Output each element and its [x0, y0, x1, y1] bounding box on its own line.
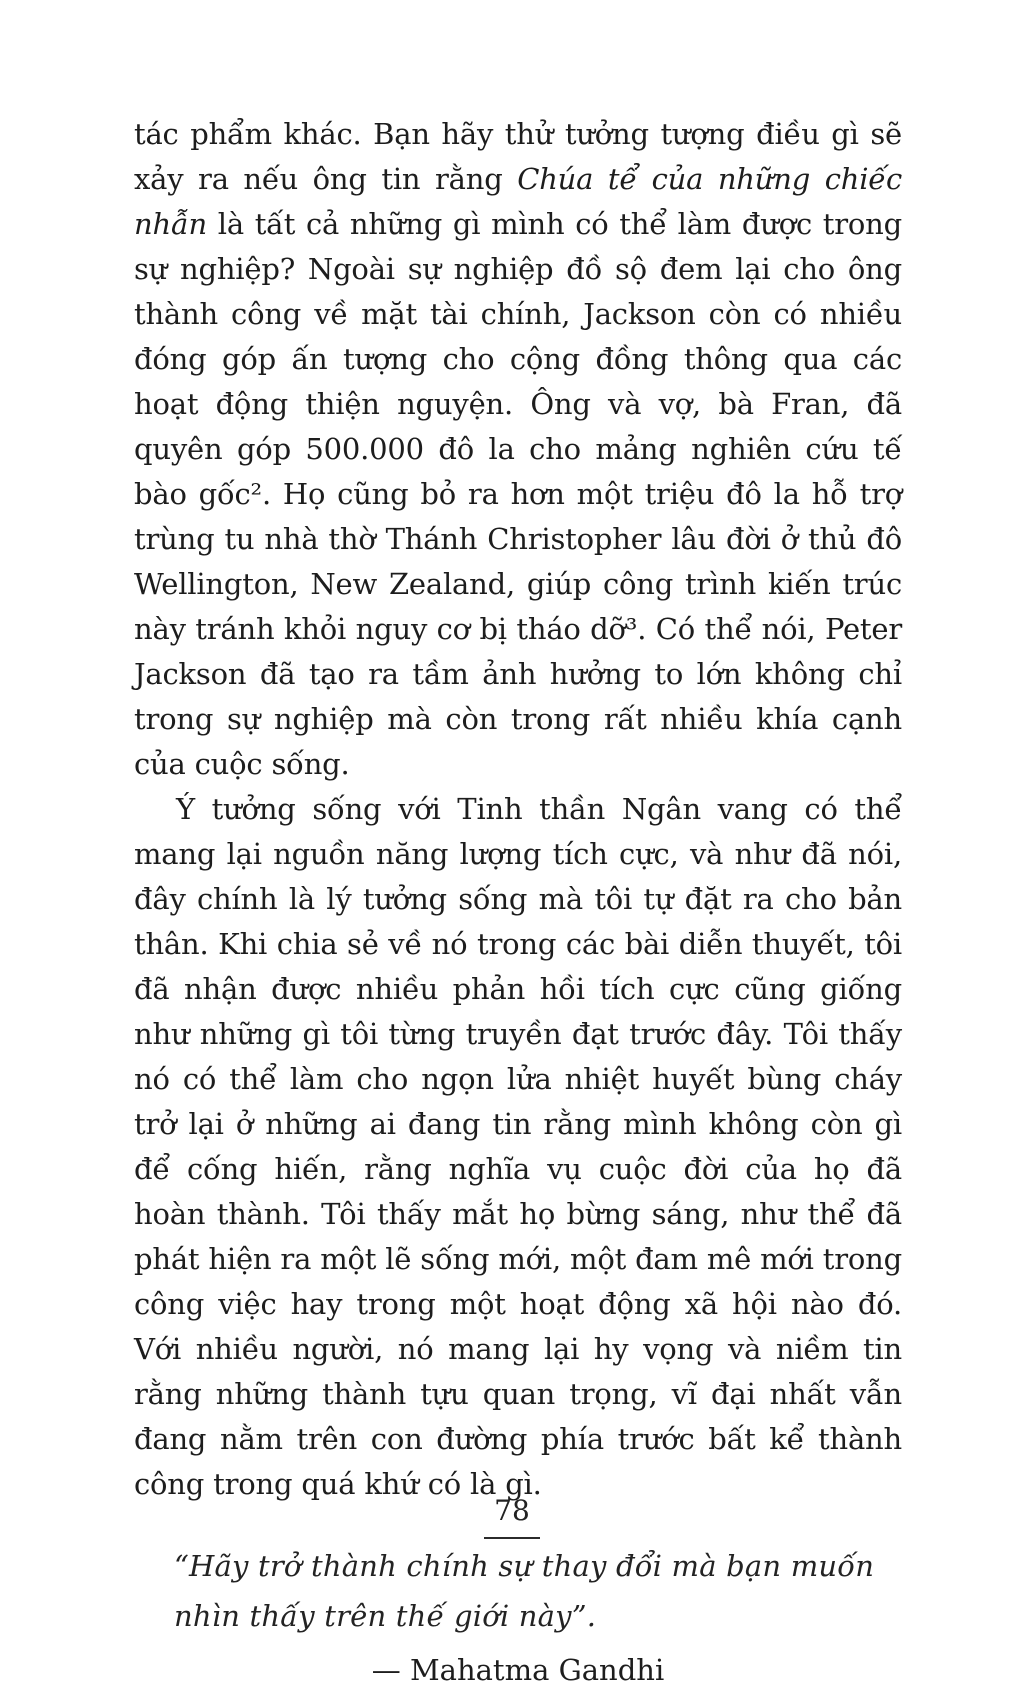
paragraph-2: Ý tưởng sống với Tinh thần Ngân vang có thể mang lại nguồn năng lượng tích cực, và như đã nói, đây chính là lý tưởng sống mà tôi tự đặt ra cho bản thân. Khi chia sẻ về nó trong các bài diễn thuyết, tôi đã nhận được nhiều phản hồi tích cực cũng giống như những gì tôi từng truyền đạt trước đây. Tôi thấy nó có thể làm cho ngọn lửa nhiệt huyết bùng cháy trở lại ở những ai đang tin rằng mình không còn gì để cống hiến, rằng nghĩa vụ cuộc đời của họ đã hoàn thành. Tôi thấy mắt họ bừng sáng, như thể đã phát hiện ra một lẽ sống mới, một đam mê mới trong công việc hay trong một hoạt động xã hội nào đó. Với nhiều người, nó mang lại hy vọng và niềm tin rằng những thành tựu quan trọng, vĩ đại nhất vẫn đang nằm trên con đường phía trước bất kể thành công trong quá khứ có là gì. [134, 792, 902, 1501]
paragraph-1 [134, 112, 902, 787]
quote-text: “Hãy trở thành chính sự thay đổi mà bạn muốn nhìn thấy trên thế giới này”. [174, 1549, 875, 1633]
quote-attribution: — Mahatma Gandhi [371, 1653, 665, 1687]
paragraph-1-text-end: là tất cả những gì mình có thể làm được trong sự nghiệp? Ngoài sự nghiệp đồ sộ đem lại cho ông thành công về mặt tài chính, Jackson còn có nhiều đóng góp ấn tượng cho cộng đồng thông qua các hoạt động thiện nguyện. Ông và vợ, bà Fran, đã quyên góp 500.000 đô la cho mảng nghiên cứu tế bào gốc². Họ cũng bỏ ra hơn một triệu đô la hỗ trợ trùng tu nhà thờ Thánh Christopher lâu đời ở thủ đô Wellington, New Zealand, giúp công trình kiến trúc này tránh khỏi nguy cơ bị tháo dỡ³. Có thể nói, Peter Jackson đã tạo ra tầm ảnh hưởng to lớn không chỉ trong sự nghiệp mà còn trong rất nhiều khía cạnh của cuộc sống. [134, 207, 902, 781]
page-footer [0, 1494, 1024, 1539]
page-number: 78 [484, 1494, 540, 1539]
book-title-italic: Chúa tể của những chiếc nhẫn [134, 162, 902, 241]
page-body [134, 112, 902, 1694]
paragraph-1-text-start: tác phẩm khác. Bạn hãy thử tưởng tượng điều gì sẽ xảy ra nếu ông tin rằng [134, 117, 902, 196]
quote-block [174, 1541, 880, 1641]
